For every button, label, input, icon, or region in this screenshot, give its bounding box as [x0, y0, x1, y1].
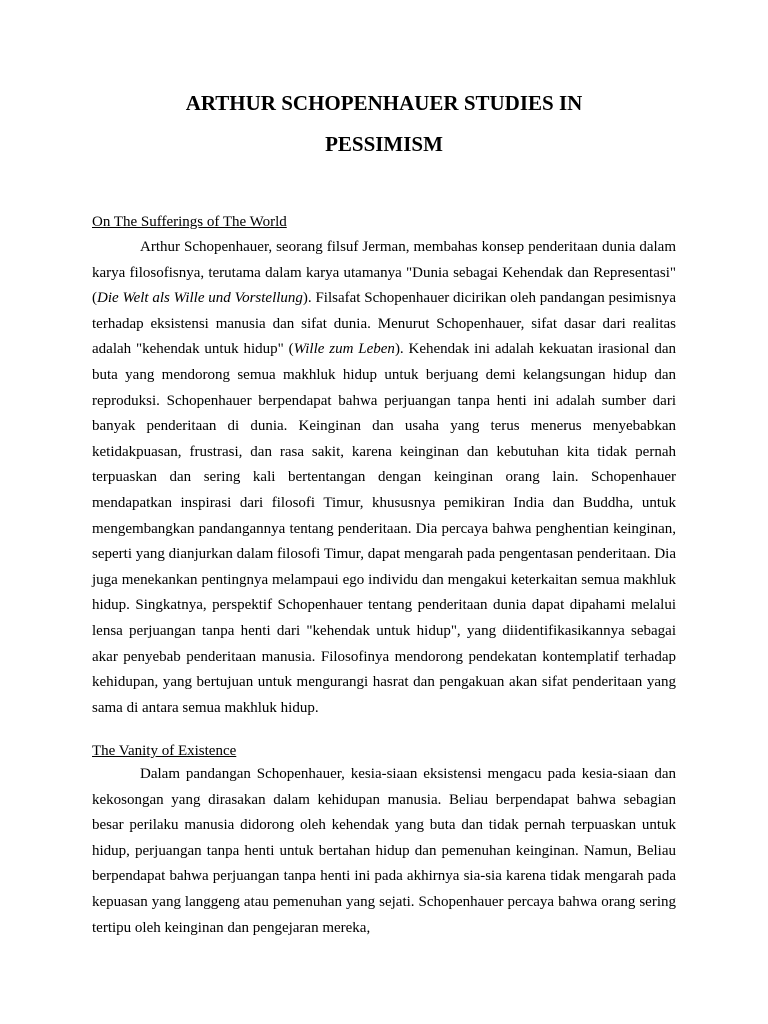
italic-term: Wille zum Leben [293, 341, 395, 358]
paragraph-text: ). Filsafat Schopenhauer dicirikan oleh pandangan pesimisnya terhadap eksistensi manusia dan sifat dunia. Menurut Schopenhauer, sifat dasar dari realitas adalah "kehendak untuk hidup" ( [92, 290, 677, 358]
section-heading: The Vanity of Existence [92, 743, 237, 759]
document-title-line2: PESSIMISM [325, 132, 443, 156]
paragraph-text: Arthur Schopenhauer, seorang filsuf Jerman, membahas konsep penderitaan dunia dalam karya filosofisnya, terutama dalam karya utamanya "Dunia sebagai Kehendak dan Representasi" ( [92, 239, 676, 307]
paragraph-text: ). Kehendak ini adalah kekuatan irasional dan buta yang mendorong semua makhluk hidup untuk berjuang demi kelangsungan hidup dan reproduksi. Schopenhauer berpendapat bahwa perjuangan tanpa henti ini adalah sumber dari banyak penderitaan di dunia. Keinginan dan usaha yang terus menerus menyebabkan ketidakpuasan, frustrasi, dan rasa sakit, karena keinginan dan kebutuhan kita tidak pernah terpuaskan dan sering kali bertentangan dengan keinginan orang lain. Schopenhauer mendapatkan inspirasi dari filosofi Timur, khususnya pemikiran India dan Buddha, untuk mengembangkan pandangannya tentang penderitaan. Dia percaya bahwa penghentian keinginan, seperti yang dianjurkan dalam filosofi Timur, dapat mengarah pada pengentasan penderitaan. Dia juga menekankan pentingnya melampaui ego individu dan mengakui keterkaitan semua makhluk hidup. Singkatnya, perspektif Schopenhauer tentang penderitaan dunia dapat dipahami melalui lensa perjuangan tanpa henti dari "kehendak untuk hidup", yang diidentifikasikannya sebagai akar penyebab penderitaan manusia. Filosofinya mendorong pendekatan kontemplatif terhadap kehidupan, yang bertujuan untuk mengurangi hasrat dan pengakuan akan sifat penderitaan yang sama di antara semua makhluk hidup. [92, 341, 676, 716]
section-vanity [92, 742, 676, 941]
section-sufferings [92, 213, 676, 721]
italic-title: Die Welt als Wille und Vorstellung [97, 290, 303, 307]
section-paragraph [92, 235, 676, 721]
section-heading: On The Sufferings of The World [92, 214, 287, 230]
document-title-line1: ARTHUR SCHOPENHAUER STUDIES IN [185, 91, 583, 115]
section-paragraph: Dalam pandangan Schopenhauer, kesia-siaan eksistensi mengacu pada kesia-siaan dan kekosongan yang dirasakan dalam kehidupan manusia. Beliau berpendapat bahwa sebagian besar perilaku manusia didorong oleh kehendak yang buta dan tidak pernah terpuaskan untuk hidup, perjuangan tanpa henti untuk bertahan hidup dan pemenuhan keinginan. Namun, Beliau berpendapat bahwa perjuangan tanpa henti ini pada akhirnya sia-sia karena tidak mengarah pada kepuasan yang langgeng atau pemenuhan yang sejati. Schopenhauer percaya bahwa orang sering tertipu oleh keinginan dan pengejaran mereka, [92, 766, 676, 936]
